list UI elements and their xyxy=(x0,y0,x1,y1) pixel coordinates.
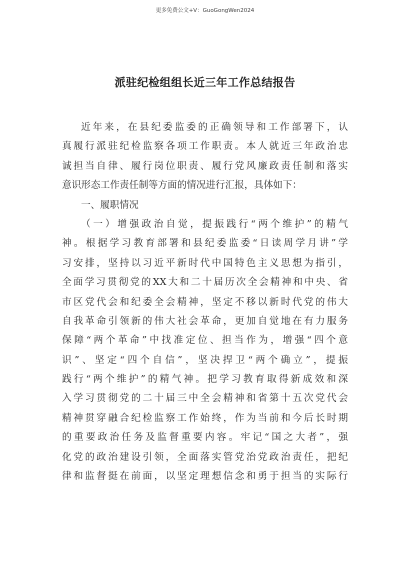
body-line: 意识形态工作责任制等方面的情况进行汇报，具体如下： xyxy=(62,180,302,192)
body-line: 习安排，坚持以习近平新时代中国特色主义思想为指引， xyxy=(62,257,348,269)
body-line: 精神贯穿融合纪检监察工作始终，作为当前和今后长时期 xyxy=(62,412,348,424)
body-line: 保障“两个革命”中找准定位、担当作为，增强“四个意 xyxy=(62,335,348,347)
body-line: （一）增强政治自觉，提振践行“两个维护”的精气 xyxy=(81,218,348,230)
body-line: 近年来，在县纪委监委的正确领导和工作部署下，认 xyxy=(81,122,348,133)
body-line: 自我革命引领新的伟大社会革命，更加自觉地在有力服务 xyxy=(62,315,348,327)
body-line: 律和监督挺在前面，以坚定理想信念和勇于担当的实际行 xyxy=(62,471,348,483)
body-line: 全面学习贯彻党的XX大和二十届历次全会精神和中央、省 xyxy=(62,277,348,289)
body-line: 识”、坚定“四个自信”，坚决捍卫“两个确立”，提振 xyxy=(62,354,348,366)
body-line: 的重要政治任务及监督重要内容。牢记“国之大者”，强 xyxy=(62,432,348,444)
body-line: 践行“两个维护”的精气神。把学习教育取得新成效和深 xyxy=(62,374,348,386)
body-line: 神。根据学习教育部署和县纪委监委“日读周学月讲”学 xyxy=(62,238,348,250)
body-line: 诚担当自律、履行岗位职责、履行党风廉政责任制和落实 xyxy=(62,160,348,172)
body-line: 真履行派驻纪检监察各项工作职责。本人就近三年政治忠 xyxy=(62,141,348,153)
body-line: 入学习贯彻党的二十届三中全会精神和省第十五次党代会 xyxy=(62,393,348,405)
header-note: 更多免费公文+V：GuoGongWen2024 xyxy=(155,8,255,14)
body-line: 市区党代会和纪委全会精神，坚定不移以新时代党的伟大 xyxy=(62,296,348,308)
document-body xyxy=(62,118,348,486)
body-line: 化党的政治建设引领，全面落实管党治党政治责任，把纪 xyxy=(62,451,348,463)
body-line: 一、履职情况 xyxy=(81,199,139,211)
document-title: 派驻纪检组组长近三年工作总结报告 xyxy=(114,76,296,89)
